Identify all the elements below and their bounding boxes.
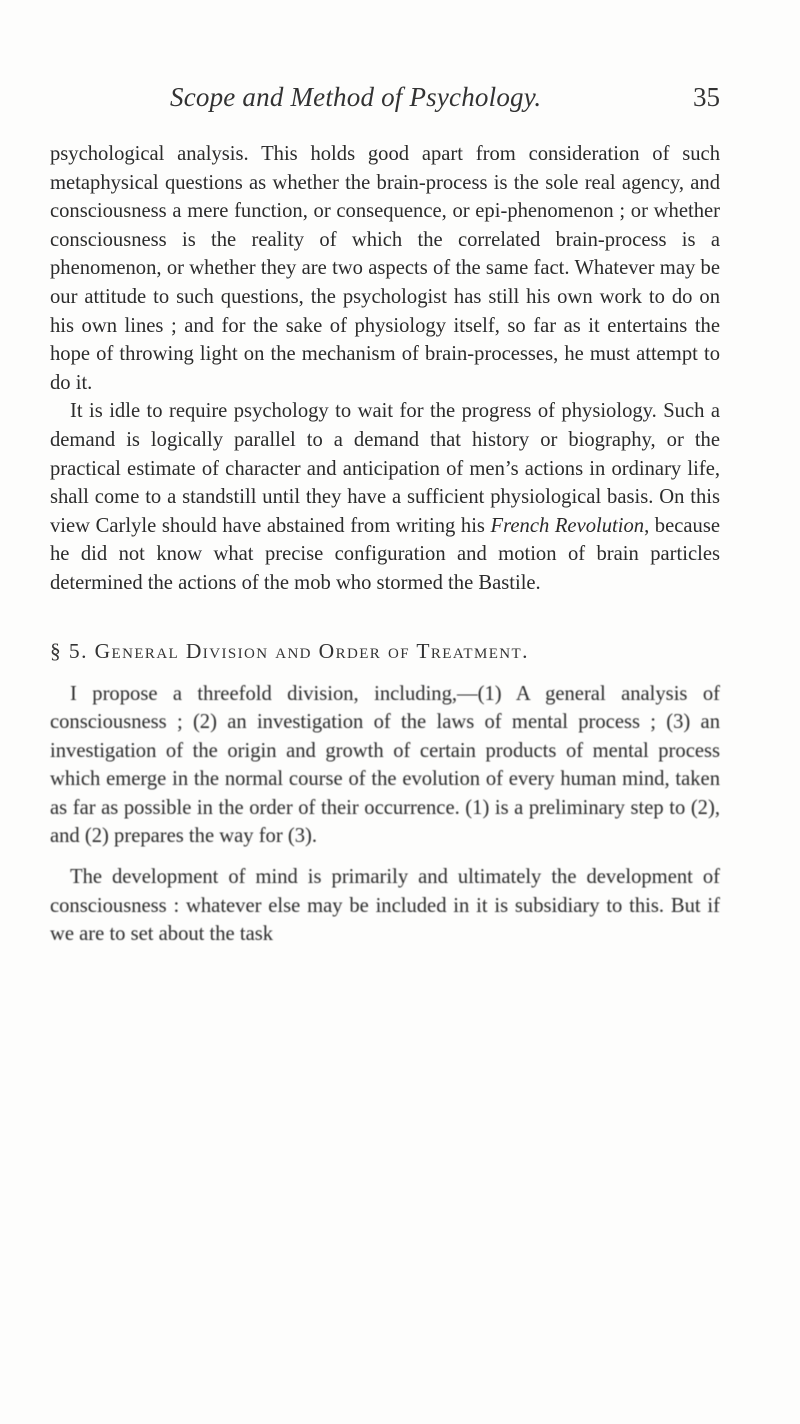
- body-text: [50, 140, 720, 949]
- running-head: [160, 82, 720, 122]
- page-number: 35: [693, 82, 720, 112]
- section-spacer: [50, 598, 720, 610]
- paragraph-division: I propose a threefold division, including,—(1) A general analysis of consciousness ; (2) an investigation of the laws of mental process ; (3) an investigation of the origin and growth of certain products of mental process which emerge in the normal course of the evolution of every human mind, taken as far as possible in the order of their occurrence. (1) is a preliminary step to (2), and (2) prepares the way for (3).: [50, 682, 720, 848]
- paragraph-spacer: [50, 851, 720, 863]
- paragraph-development: The development of mind is primarily and ultimately the development of consciousness : whatever else may be included in it is subsidiary to this. But if we are to set about the task: [50, 866, 720, 946]
- paragraph-text-start: It is idle to require psychology to wait for the progress of physiology. Such a demand is logically parallel to a demand that history or biography, or the practical estimate of character and anticipation of men’s actions in ordinary life, shall come to a standstill until they have a sufficient physiological basis. On this view Carlyle should have abstained from writing his: [50, 400, 720, 537]
- book-title-reference: French Revolution: [490, 514, 645, 537]
- paragraph-text-end: , because he did not know what precise configuration and motion of brain particles determined the actions of the mob who stormed the Bastile.: [50, 514, 720, 594]
- running-title: Scope and Method of Psychology.: [170, 82, 542, 112]
- paragraph-continuation: psychological analysis. This holds good apart from consideration of such metaphysical questions as whether the brain-process is the sole real agency, and consciousness a mere function, or consequence, or epi-phenomenon ; or whether consciousness is the reality of which the correlated brain-process is a phenomenon, or whether they are two aspects of the same fact. Whatever may be our attitude to such questions, the psychologist has still his own work to do on his own lines ; and for the sake of physiology itself, so far as it entertains the hope of throwing light on the mechanism of brain-processes, he must attempt to do it.: [50, 143, 720, 394]
- paragraph-physiology: [50, 397, 720, 597]
- section-heading: § 5. General Division and Order of Treatment.: [50, 638, 529, 663]
